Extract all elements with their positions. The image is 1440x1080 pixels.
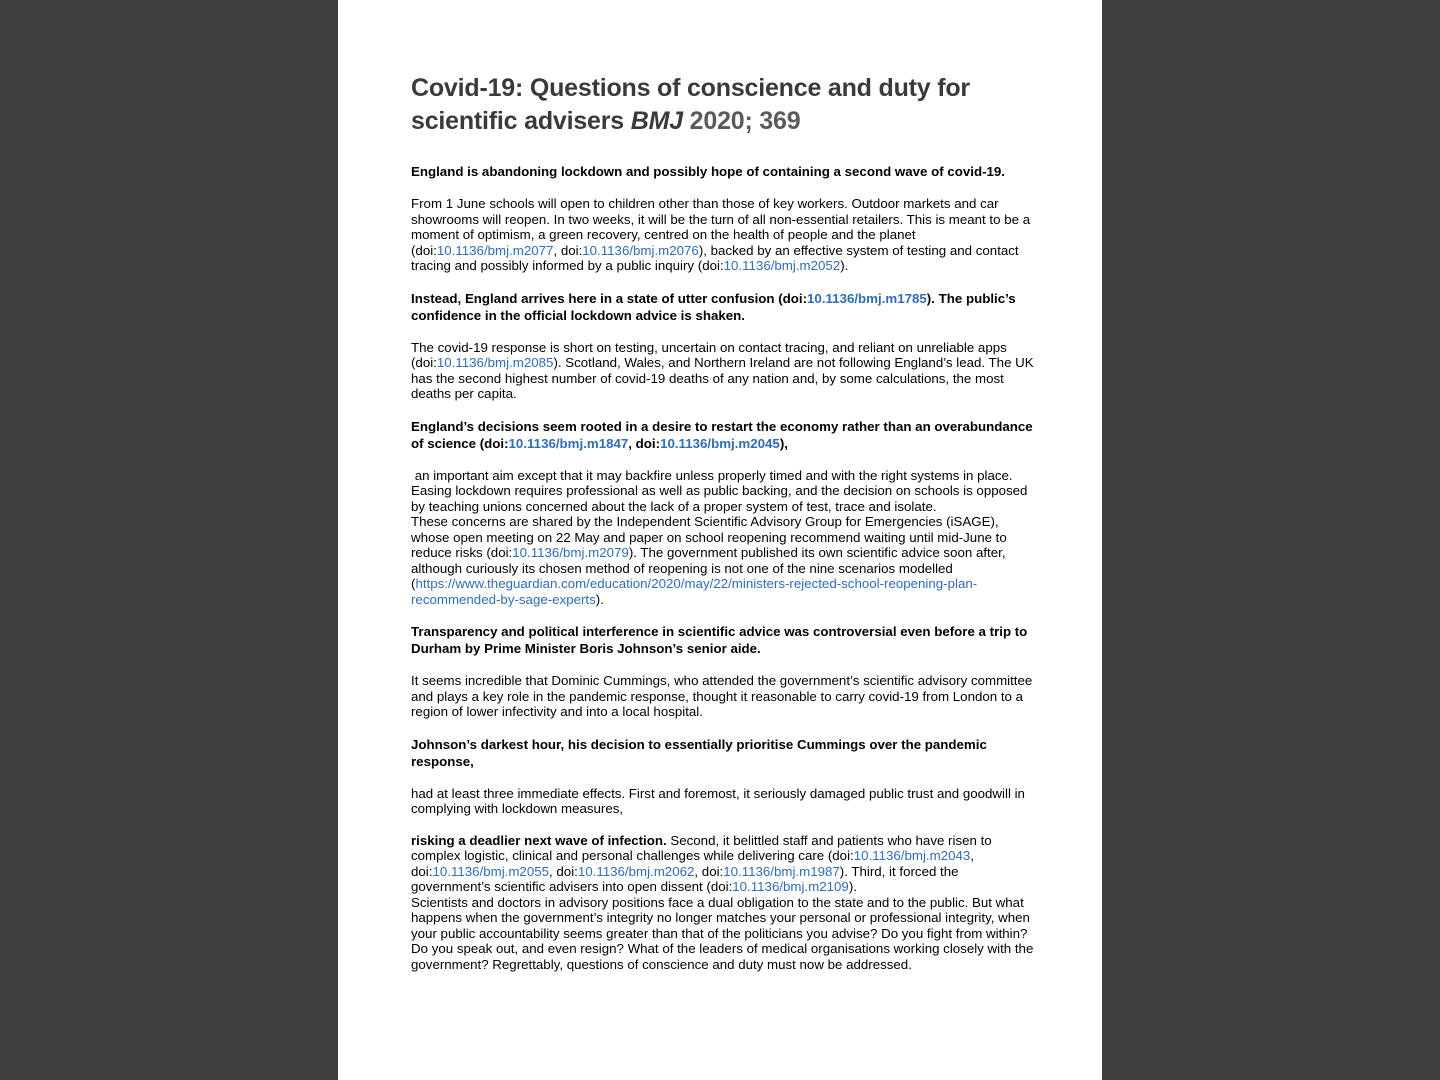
paragraph-8: It seems incredible that Dominic Cummings, who attended the government’s scientific advisory committee and plays a key role in the pandemic response, thought it reasonable to carry covid-19 from London to a region of lower infectivity and into a local hospital. bbox=[411, 673, 1033, 719]
paragraph-text: The covid-19 response is short on testing, uncertain on contact tracing, and reliant on unreliable apps (doi: bbox=[411, 339, 1007, 370]
paragraph-text: , doi: bbox=[628, 435, 661, 451]
paragraph-text: ). bbox=[848, 879, 857, 894]
doi-link[interactable]: 10.1136/bmj.m1847 bbox=[508, 435, 629, 451]
paragraph-text: ). bbox=[595, 591, 604, 607]
title-year: 2020; 369 bbox=[682, 107, 801, 135]
document-page bbox=[338, 0, 1102, 1080]
paragraph-text: Instead, England arrives here in a state of utter confusion (doi: bbox=[411, 290, 808, 306]
lead-paragraph-7: Transparency and political interference in scientific advice was controversial even before a trip to Durham by Prime Minister Boris Johnson’s senior aide. bbox=[411, 624, 1028, 656]
article-content bbox=[411, 72, 1036, 972]
paragraph-text: ). The government published its own scientific advice soon after, although curiously its chosen method of reopening is not one of the nine scenarios modelled ( bbox=[411, 545, 1006, 591]
guardian-link[interactable]: https://www.theguardian.com/education/2020/may/22/ministers-rejected-school-reopening-plan-recommended-by-sage-experts bbox=[411, 576, 978, 607]
article-title bbox=[411, 72, 1036, 138]
doi-link[interactable]: 10.1136/bmj.m2052 bbox=[723, 258, 841, 273]
doi-link[interactable]: 10.1136/bmj.m2062 bbox=[577, 863, 695, 879]
paragraph-text: , doi: bbox=[549, 863, 578, 879]
doi-link[interactable]: 10.1136/bmj.m2079 bbox=[512, 545, 629, 560]
paragraph-text: ). bbox=[840, 258, 849, 273]
paragraph-text: , doi: bbox=[553, 242, 583, 258]
doi-link[interactable]: 10.1136/bmj.m2045 bbox=[660, 435, 780, 451]
doi-link[interactable]: 10.1136/bmj.m2109 bbox=[732, 879, 849, 894]
title-journal: BMJ bbox=[630, 107, 683, 135]
paragraph-6 bbox=[411, 468, 1036, 608]
paragraph-2 bbox=[411, 196, 1036, 274]
paragraph-text: From 1 June schools will open to children other than those of key workers. Outdoor markets and car showrooms will reopen. In two weeks, it will be the turn of all non-essential retailers. This is meant to be a moment of optimism, a green recovery, centred on the health of people and the planet (doi: bbox=[411, 196, 1031, 258]
doi-link[interactable]: 10.1136/bmj.m2076 bbox=[582, 242, 699, 258]
paragraph-10: had at least three immediate effects. First and foremost, it seriously damaged public trust and goodwill in complying with lockdown measures, bbox=[411, 785, 1025, 816]
paragraph-text: an important aim except that it may backfire unless properly timed and with the right systems in place. Easing lockdown requires professional as well as public backing, and the decision on schools is opposed by teaching unions concerned about the lack of a proper system of test, trace and isolate. bbox=[411, 467, 1032, 514]
paragraph-text: , doi: bbox=[694, 863, 724, 879]
paragraph-text: ), backed by an effective system of testing and contact tracing and possibly informed by a public inquiry (doi: bbox=[411, 242, 1019, 273]
paragraph-text: Second, it belittled staff and patients who have risen to complex logistic, clinical and personal challenges while delivering care (doi: bbox=[411, 832, 992, 863]
lead-paragraph-1: England is abandoning lockdown and possibly hope of containing a second wave of covid-19. bbox=[411, 164, 1005, 179]
lead-paragraph-3 bbox=[411, 290, 1036, 324]
paragraph-text: ). The public’s confidence in the official lockdown advice is shaken. bbox=[411, 290, 1016, 323]
doi-link[interactable]: 10.1136/bmj.m2043 bbox=[853, 848, 971, 863]
paragraph-bold-text: risking a deadlier next wave of infection. bbox=[411, 832, 667, 848]
doi-link[interactable]: 10.1136/bmj.m2085 bbox=[436, 355, 554, 370]
title-main: Covid-19: Questions of conscience and duty for scientific advisers bbox=[411, 74, 970, 135]
paragraph-text: ). Third, it forced the government’s scientific advisers into open dissent (doi: bbox=[411, 863, 959, 894]
doi-link[interactable]: 10.1136/bmj.m1785 bbox=[807, 290, 927, 306]
paragraph-text: ). Scotland, Wales, and Northern Ireland are not following England’s lead. The UK has the second highest number of covid-19 deaths of any nation and, by some calculations, the most deaths per capita. bbox=[411, 355, 1034, 401]
paragraph-text: ), bbox=[779, 435, 788, 451]
paragraph-11 bbox=[411, 833, 1036, 973]
lead-paragraph-5 bbox=[411, 418, 1036, 452]
paragraph-text: Scientists and doctors in advisory positions face a dual obligation to the state and to the public. But what happens when the government’s integrity no longer matches your personal or professional integrity, when your public accountability seems greater than that of the politicians you advise? Do you fight from within? Do you speak out, and even resign? What of the leaders of medical organisations working closely with the government? Regrettably, questions of conscience and duty must now be addressed. bbox=[411, 894, 1034, 972]
paragraph-text: These concerns are shared by the Independent Scientific Advisory Group for Emergencies (iSAGE), whose open meeting on 22 May and paper on school reopening recommend waiting until mid-June to reduce risks (doi: bbox=[411, 514, 1007, 560]
doi-link[interactable]: 10.1136/bmj.m2077 bbox=[436, 242, 554, 258]
paragraph-text: England’s decisions seem rooted in a desire to restart the economy rather than an overabundance of science (doi: bbox=[411, 418, 1033, 451]
paragraph-4 bbox=[411, 340, 1036, 402]
doi-link[interactable]: 10.1136/bmj.m1987 bbox=[723, 863, 840, 879]
paragraph-text: , doi: bbox=[411, 848, 974, 879]
doi-link[interactable]: 10.1136/bmj.m2055 bbox=[432, 863, 550, 879]
lead-paragraph-9: Johnson’s darkest hour, his decision to essentially prioritise Cummings over the pandemic response, bbox=[411, 736, 987, 769]
